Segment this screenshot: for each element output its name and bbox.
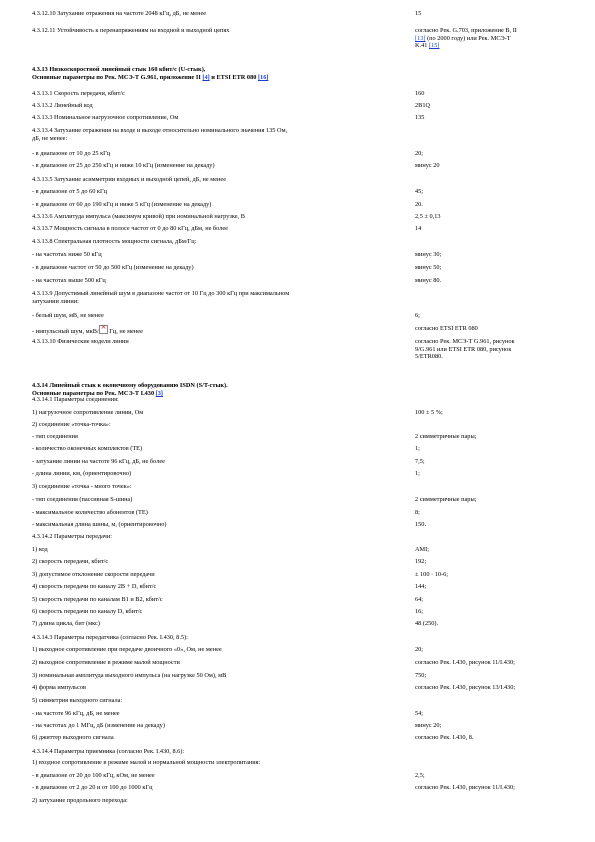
parameter-label — [32, 102, 402, 110]
reference-link[interactable]: [4] — [202, 73, 210, 81]
value-text: 1; — [415, 445, 420, 452]
parameter-text: - на частотах до 1 МГц, дБ (изменение на декаду) — [32, 722, 165, 729]
value-text: 2B1Q — [415, 102, 431, 109]
parameter-label — [32, 620, 402, 628]
parameter-label — [32, 483, 402, 491]
parameter-text: 4.3.14.2 Параметры передачи: — [32, 533, 112, 540]
parameter-text: 6) скорость передачи по каналу D, кбит/с — [32, 608, 143, 615]
heading-line-1: 4.3.13 Низкоскоростной линейный стык 160 кбит/с (U-стык), — [32, 66, 206, 73]
parameter-text: - в диапазоне от 25 до 250 кГц и ниже 10 кГц (изменение на декаду) — [32, 162, 215, 169]
value-text: согласно Рек. I.430, рисунок 11/I.430; — [415, 659, 515, 666]
value-text: минус 30; — [415, 251, 442, 258]
reference-link[interactable]: [13] — [415, 34, 426, 42]
value-text: ± 100 · 10-6; — [415, 571, 449, 578]
parameter-label — [32, 470, 402, 478]
parameter-label — [32, 558, 402, 566]
parameter-label — [32, 684, 402, 692]
value-text: 16; — [415, 608, 424, 615]
parameter-text: 6) джиттер выходного сигнала — [32, 734, 114, 741]
parameter-text: - в диапазоне от 5 до 60 кГц — [32, 188, 107, 195]
value-text: согласно Рек. I.430, рисунок 11/I.430; — [415, 784, 515, 791]
parameter-text: - максимальное количество абонентов (ТЕ) — [32, 509, 148, 516]
parameter-value — [415, 10, 575, 18]
parameter-label — [32, 338, 402, 346]
parameter-label — [32, 672, 402, 680]
parameter-label — [32, 571, 402, 579]
value-text: согласно Рек. G.703, приложение B, II — [415, 27, 517, 34]
parameter-value — [415, 264, 575, 272]
parameter-value — [415, 338, 575, 361]
value-text: 9/G.961 или ETSI ETR 080, рисунок — [415, 345, 512, 353]
parameter-text: - на частотах выше 500 кГц — [32, 277, 106, 284]
parameter-value — [415, 558, 575, 566]
parameter-value — [415, 620, 575, 628]
parameter-label — [32, 697, 402, 705]
parameter-label — [32, 114, 402, 122]
parameter-label — [32, 10, 402, 18]
parameter-text: - на частотах ниже 50 кГц — [32, 251, 102, 258]
parameter-text: 1) код — [32, 546, 48, 553]
parameter-value — [415, 734, 575, 742]
value-text: согласно Рек. I.430, 8. — [415, 734, 474, 741]
parameter-label — [32, 533, 402, 541]
parameter-text: 4.3.13.1 Скорость передачи, кбит/с — [32, 90, 125, 97]
value-text: 160 — [415, 90, 425, 97]
parameter-text: - в диапазоне от 20 до 100 кГц, кОм, не менее — [32, 772, 155, 779]
parameter-label — [32, 797, 402, 805]
parameter-value — [415, 496, 575, 504]
value-text: минус 80. — [415, 277, 442, 284]
parameter-label — [32, 496, 402, 504]
parameter-text: - длина линии, км, (ориентировочно) — [32, 470, 132, 477]
parameter-label — [32, 312, 402, 320]
parameter-value — [415, 722, 575, 730]
parameter-text: - затухание линии на частоте 96 кГц, дБ, не более — [32, 458, 165, 465]
parameter-text: 4.3.13.9 Допустимый линейный шум в диапазоне частот от 10 Гц до 300 кГц при максимальном — [32, 290, 290, 297]
parameter-text: 3) допустимое отклонение скорости передачи — [32, 571, 155, 578]
value-text: AMI; — [415, 546, 429, 553]
parameter-label — [32, 710, 402, 718]
parameter-text: 4.3.13.7 Мощность сигнала в полосе частот от 0 до 80 кГц, дБм, не более — [32, 225, 228, 232]
parameter-value — [415, 546, 575, 554]
parameter-text: 4.3.13.6 Амплитуда импульса (максимум кривой) при номинальной нагрузке, В — [32, 213, 245, 220]
parameter-text: - максимальная длина шины, м, (ориентировочно) — [32, 521, 167, 528]
heading-line-1: 4.3.14 Линейный стык к оконечному оборудованию ISDN (S/T-стык). — [32, 382, 228, 389]
value-text: 54; — [415, 710, 424, 717]
parameter-text: 2) выходное сопротивление в режиме малой мощности — [32, 659, 180, 666]
section-heading-text — [32, 66, 572, 81]
parameter-label — [32, 445, 402, 453]
parameter-value — [415, 201, 575, 209]
parameter-text: 4.3.13.4 Затухание отражения на входе и выходе относительно номинального значения 135 Ом, — [32, 127, 288, 134]
parameter-value — [415, 646, 575, 654]
parameter-text: - в диапазоне от 60 до 190 кГц и ниже 5 кГц (изменение на декаду) — [32, 201, 212, 208]
value-text: 135 — [415, 114, 425, 121]
parameter-value — [415, 509, 575, 517]
parameter-text: 2) соединение «точка-точка»: — [32, 421, 111, 428]
parameter-value — [415, 772, 575, 780]
parameter-label — [32, 213, 402, 221]
parameter-label — [32, 325, 402, 336]
parameter-value — [415, 672, 575, 680]
value-text: 2 симметричные пары; — [415, 433, 477, 440]
parameter-label — [32, 722, 402, 730]
value-text: 144; — [415, 583, 427, 590]
parameter-text: 1) выходное сопротивление при передаче двоичного «0», Ом, не менее — [32, 646, 222, 653]
section-heading-text — [32, 382, 572, 397]
heading-line-2-cont: и ETSI ETR 080 — [209, 73, 258, 81]
parameter-text: - количество оконечных комплектов (ТЕ) — [32, 445, 143, 452]
parameter-label — [32, 784, 402, 792]
parameter-text: 5) симметрия выходного сигнала: — [32, 697, 123, 704]
parameter-text: - тип соединения — [32, 433, 78, 440]
parameter-text: 4.3.13.8 Спектральная плотность мощности сигнала, дБм/Гц: — [32, 238, 197, 245]
parameter-label — [32, 251, 402, 259]
parameter-label — [32, 772, 402, 780]
value-text: 64; — [415, 596, 424, 603]
heading-line-2: Основные параметры по Рек. МСЭ-Т G.961, приложение II — [32, 73, 203, 81]
parameter-label — [32, 90, 402, 98]
parameter-value — [415, 90, 575, 98]
parameter-label — [32, 646, 402, 654]
parameter-text: - в диапазоне частот от 50 до 500 кГц (изменение на декаду) — [32, 264, 194, 271]
value-text: 20. — [415, 201, 423, 208]
parameter-text: 3) номинальная амплитуда выходного импульса (на нагрузке 50 Ом), мВ — [32, 672, 227, 679]
parameter-label — [32, 583, 402, 591]
value-text: 100 ± 5 %; — [415, 409, 443, 416]
parameter-value — [415, 188, 575, 196]
value-text: 2,5 ± 0,13 — [415, 213, 441, 220]
parameter-text: 4.3.13.10 Физические модели линии — [32, 338, 129, 345]
parameter-value — [415, 277, 575, 285]
parameter-text-cont: дБ, не менее: — [32, 134, 68, 142]
parameter-text: 1) нагрузочное сопротивление линии, Ом — [32, 409, 144, 416]
parameter-label — [32, 734, 402, 742]
parameter-label — [32, 421, 402, 429]
parameter-text: 1) входное сопротивление в режиме малой и нормальной мощности электропитания: — [32, 759, 261, 766]
value-text: минус 20 — [415, 162, 440, 169]
parameter-value — [415, 114, 575, 122]
parameter-label — [32, 150, 402, 158]
parameter-text: 5) скорость передачи по каналам B1 и B2, кбит/с — [32, 596, 163, 603]
parameter-value — [415, 433, 575, 441]
parameter-value — [415, 458, 575, 466]
parameter-label — [32, 433, 402, 441]
parameter-value — [415, 684, 575, 692]
parameter-text: 4.3.12.10 Затухание отражения на частоте 2048 кГц, дБ, не менее — [32, 10, 207, 17]
parameter-text: 4.3.14.4 Параметры приемника (согласно Рек. I.430, 8.6): — [32, 748, 185, 755]
value-text: 192; — [415, 558, 427, 565]
value-text: (по 2000 году) или Рек. МСЭ-Т — [425, 34, 511, 42]
parameter-label — [32, 748, 402, 756]
value-text: согласно Рек. МСЭ-Т G.961, рисунок — [415, 338, 515, 345]
value-text: минус 20; — [415, 722, 442, 729]
heading-line-2: Основные параметры по Рек. МСЭ-Т I.430 — [32, 389, 156, 397]
parameter-value — [415, 102, 575, 110]
value-text: 48 (250). — [415, 620, 439, 627]
parameter-value — [415, 710, 575, 718]
parameter-text: - белый шум, мВ, не менее — [32, 312, 104, 319]
parameter-label — [32, 27, 402, 35]
parameter-text: 4) форма импульсов — [32, 684, 86, 691]
parameter-label — [32, 596, 402, 604]
parameter-value — [415, 445, 575, 453]
value-text: 150. — [415, 521, 427, 528]
parameter-label — [32, 238, 402, 246]
value-text: 20; — [415, 646, 424, 653]
parameter-text: 3) соединение «точка - много точек»: — [32, 483, 132, 490]
parameter-text: 2) скорость передачи, кбит/с — [32, 558, 109, 565]
parameter-text: 4.3.14.3 Параметры передатчика (согласно Рек. I.430, 8.5): — [32, 634, 188, 641]
value-text: 1; — [415, 470, 420, 477]
parameter-label — [32, 759, 402, 767]
parameter-label — [32, 264, 402, 272]
reference-link[interactable]: [16] — [257, 73, 269, 81]
parameter-label — [32, 634, 402, 642]
parameter-value — [415, 596, 575, 604]
parameter-label — [32, 188, 402, 196]
parameter-value — [415, 608, 575, 616]
parameter-value — [415, 312, 575, 320]
parameter-value — [415, 325, 575, 333]
value-text: 750; — [415, 672, 427, 679]
reference-link[interactable]: [15] — [429, 42, 440, 50]
parameter-label — [32, 458, 402, 466]
parameter-label — [32, 176, 402, 184]
parameter-value — [415, 571, 575, 579]
parameter-label — [32, 277, 402, 285]
parameter-text: 7) длина цикла, бит (мкс) — [32, 620, 100, 627]
parameter-value — [415, 150, 575, 158]
parameter-label — [32, 546, 402, 554]
parameter-text: 4.3.13.2 Линейный код — [32, 102, 93, 109]
parameter-text: - на частоте 96 кГц, дБ, не менее — [32, 710, 120, 717]
value-text: 5/ETR080. — [415, 353, 443, 361]
parameter-label — [32, 659, 402, 667]
parameter-value — [415, 213, 575, 221]
value-text: K.41 — [415, 42, 429, 50]
parameter-value — [415, 251, 575, 259]
parameter-label — [32, 201, 402, 209]
value-text: 20; — [415, 150, 424, 157]
value-text: 8; — [415, 509, 420, 516]
parameter-label — [32, 290, 402, 305]
parameter-value — [415, 162, 575, 170]
parameter-text: Гц, не менее — [107, 328, 143, 335]
value-text: 14 — [415, 225, 422, 232]
parameter-text: - тип соединения (пассивная S-шина) — [32, 496, 133, 503]
parameter-text: 4.3.12.11 Устойчивость к перенапряжениям на входной и выходной цепях — [32, 27, 230, 34]
parameter-label — [32, 396, 402, 404]
parameter-value — [415, 583, 575, 591]
value-text: согласно ETSI ETR 080 — [415, 325, 478, 332]
parameter-value — [415, 784, 575, 792]
parameter-label — [32, 608, 402, 616]
parameter-label — [32, 127, 402, 142]
parameter-text: 2) затухание продольного перехода: — [32, 797, 128, 804]
parameter-value — [415, 27, 575, 50]
parameter-label — [32, 225, 402, 233]
value-text: 15 — [415, 10, 422, 17]
broken-image-icon — [99, 325, 108, 334]
value-text: согласно Рек. I.430, рисунок 13/I.430; — [415, 684, 516, 691]
parameter-text: - импульсный шум, мкВ/ — [32, 328, 99, 335]
value-text: 2,5; — [415, 772, 425, 779]
parameter-text: 4.3.14.1 Параметры соединения: — [32, 396, 119, 403]
parameter-value — [415, 225, 575, 233]
value-text: минус 50; — [415, 264, 442, 271]
parameter-text: 4) скорость передачи по каналу 2B + D, кбит/с — [32, 583, 157, 590]
parameter-label — [32, 509, 402, 517]
value-text: 2 симметричные пары; — [415, 496, 477, 503]
parameter-value — [415, 470, 575, 478]
value-text: 45; — [415, 188, 424, 195]
parameter-value — [415, 659, 575, 667]
parameter-text: 4.3.13.3 Номинальное нагрузочное сопротивление, Ом — [32, 114, 179, 121]
parameter-value — [415, 409, 575, 417]
parameter-value — [415, 521, 575, 529]
value-text: 6; — [415, 312, 420, 319]
reference-link[interactable]: [3] — [155, 389, 164, 397]
parameter-label — [32, 162, 402, 170]
parameter-text: 4.3.13.5 Затухание асимметрии входных и выходной цепей, дБ, не менее — [32, 176, 226, 183]
parameter-text-cont: затухании линии: — [32, 297, 79, 305]
parameter-text: - в диапазоне от 2 до 20 и от 100 до 1000 кГц — [32, 784, 153, 791]
value-text: 7,5; — [415, 458, 425, 465]
parameter-label — [32, 521, 402, 529]
parameter-text: - в диапазоне от 10 до 25 кГц — [32, 150, 111, 157]
parameter-label — [32, 409, 402, 417]
